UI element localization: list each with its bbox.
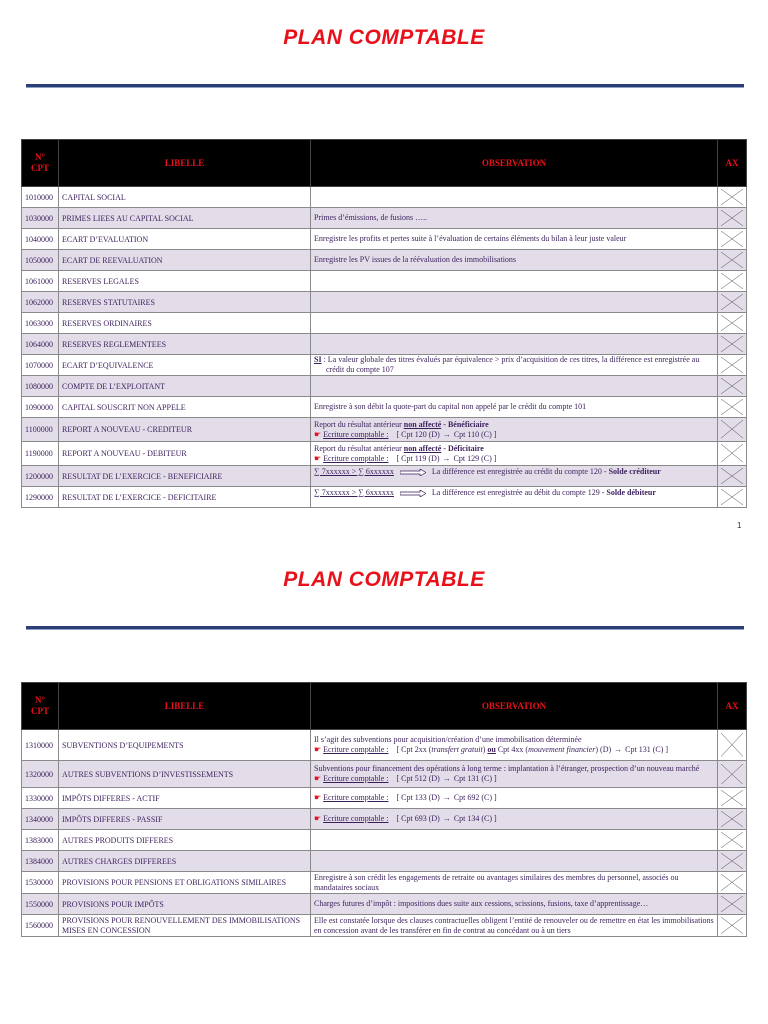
table-row <box>22 487 747 508</box>
account-observation <box>311 292 718 313</box>
ax-cross-cell <box>718 208 747 229</box>
account-observation <box>311 334 718 355</box>
account-number: 1190000 <box>22 442 59 466</box>
account-observation <box>311 830 718 851</box>
account-label: RESERVES ORDINAIRES <box>59 313 311 334</box>
account-number: 1062000 <box>22 292 59 313</box>
table-header <box>22 140 747 187</box>
cross-mark-icon <box>721 357 743 373</box>
ax-cross-cell <box>718 187 747 208</box>
account-observation: Enregistre à son débit la quote-part du capital non appelé par le crédit du compte 101 <box>311 397 718 418</box>
header-ax: AX <box>718 140 747 187</box>
cross-mark-icon <box>721 764 743 784</box>
account-observation <box>311 313 718 334</box>
cross-mark-icon <box>721 811 743 827</box>
header-num: N° CPT <box>22 683 59 730</box>
table-row <box>22 851 747 872</box>
ax-cross-cell <box>718 851 747 872</box>
account-number: 1560000 <box>22 915 59 937</box>
account-label: RESERVES STATUTAIRES <box>59 292 311 313</box>
header-rule <box>26 626 744 630</box>
table-row <box>22 761 747 788</box>
table-row <box>22 313 747 334</box>
cross-mark-icon <box>721 231 743 247</box>
header-ax: AX <box>718 683 747 730</box>
ax-cross-cell <box>718 442 747 466</box>
account-label: SUBVENTIONS D’EQUIPEMENTS <box>59 730 311 761</box>
right-arrow-icon: → <box>442 453 451 463</box>
table-row <box>22 788 747 809</box>
account-number: 1330000 <box>22 788 59 809</box>
account-number: 1383000 <box>22 830 59 851</box>
account-number: 1530000 <box>22 872 59 894</box>
account-number: 1550000 <box>22 894 59 915</box>
ax-cross-cell <box>718 809 747 830</box>
account-label: AUTRES CHARGES DIFFEREES <box>59 851 311 872</box>
account-label: PROVISIONS POUR RENOUVELLEMENT DES IMMOBILISATIONS MISES EN CONCESSION <box>59 915 311 937</box>
account-number: 1100000 <box>22 418 59 442</box>
account-number: 1310000 <box>22 730 59 761</box>
ax-cross-cell <box>718 466 747 487</box>
page-title: PLAN COMPTABLE <box>283 26 485 49</box>
ax-cross-cell <box>718 830 747 851</box>
accounts-table-2 <box>21 682 747 937</box>
account-label: COMPTE DE L’EXPLOITANT <box>59 376 311 397</box>
account-observation: Primes d’émissions, de fusions ….. <box>311 208 718 229</box>
account-label: PROVISIONS POUR PENSIONS ET OBLIGATIONS SIMILAIRES <box>59 872 311 894</box>
table-row <box>22 229 747 250</box>
table-row <box>22 730 747 761</box>
table-row <box>22 250 747 271</box>
cross-mark-icon <box>721 468 743 484</box>
table-row <box>22 187 747 208</box>
pointing-hand-icon: ☛ <box>314 453 322 463</box>
account-label: CAPITAL SOUSCRIT NON APPELE <box>59 397 311 418</box>
ax-cross-cell <box>718 894 747 915</box>
table-row <box>22 872 747 894</box>
cross-mark-icon <box>721 315 743 331</box>
ax-cross-cell <box>718 730 747 761</box>
table-header <box>22 683 747 730</box>
table-row <box>22 271 747 292</box>
account-label: PRIMES LIEES AU CAPITAL SOCIAL <box>59 208 311 229</box>
cross-mark-icon <box>721 336 743 352</box>
cross-mark-icon <box>721 853 743 869</box>
cross-mark-icon <box>721 252 743 268</box>
pointing-hand-icon: ☛ <box>314 774 322 783</box>
right-arrow-icon: → <box>442 774 451 783</box>
table-row <box>22 355 747 376</box>
ax-cross-cell <box>718 250 747 271</box>
ax-cross-cell <box>718 761 747 788</box>
table-row <box>22 915 747 937</box>
account-label: ECART DE REEVALUATION <box>59 250 311 271</box>
account-observation: Enregistre les PV issues de la réévaluation des immobilisations <box>311 250 718 271</box>
cross-mark-icon <box>721 896 743 912</box>
header-observation: OBSERVATION <box>311 683 718 730</box>
cross-mark-icon <box>721 378 743 394</box>
ax-cross-cell <box>718 418 747 442</box>
account-label: IMPÔTS DIFFERES - ACTIF <box>59 788 311 809</box>
account-observation: ☛ Ecriture comptable : [ Cpt 133 (D) → Cpt 692 (C) ] <box>311 788 718 809</box>
ax-cross-cell <box>718 487 747 508</box>
account-observation <box>311 271 718 292</box>
cross-mark-icon <box>721 444 743 462</box>
ax-cross-cell <box>718 334 747 355</box>
ax-cross-cell <box>718 397 747 418</box>
ax-cross-cell <box>718 872 747 894</box>
table-row <box>22 809 747 830</box>
account-number: 1080000 <box>22 376 59 397</box>
account-number: 1050000 <box>22 250 59 271</box>
table-row <box>22 418 747 442</box>
ax-cross-cell <box>718 292 747 313</box>
pointing-hand-icon: ☛ <box>314 429 322 439</box>
cross-mark-icon <box>721 489 743 505</box>
account-label: RESERVES REGLEMENTEES <box>59 334 311 355</box>
table-row <box>22 376 747 397</box>
header-num: N° CPT <box>22 140 59 187</box>
account-observation: Report du résultat antérieur non affecté - Bénéficiaire ☛ Ecriture comptable : [ Cpt 120 (D) → Cpt 110 (C) ] <box>311 418 718 442</box>
account-observation: Enregistre les profits et pertes suite à l’évaluation de certains éléments du bilan à leur juste valeur <box>311 229 718 250</box>
account-observation: Subventions pour financement des opérations à long terme : implantation à l’étranger, prospection d’un nouveau marché ☛ Ecriture comptable : [ Cpt 512 (D) → Cpt 131 (C) ] <box>311 761 718 788</box>
ax-cross-cell <box>718 915 747 937</box>
block-arrow-icon <box>400 490 426 497</box>
cross-mark-icon <box>721 790 743 806</box>
table-row <box>22 208 747 229</box>
account-number: 1010000 <box>22 187 59 208</box>
account-label: CAPITAL SOCIAL <box>59 187 311 208</box>
table-row <box>22 830 747 851</box>
account-number: 1061000 <box>22 271 59 292</box>
right-arrow-icon: → <box>614 745 623 754</box>
table-row <box>22 466 747 487</box>
header-observation: OBSERVATION <box>311 140 718 187</box>
account-observation: Il s’agit des subventions pour acquisition/création d’une immobilisation déterminée ☛ Ecriture comptable : [ Cpt 2xx (transfert gratuit) ou Cpt 4xx (mouvement financier) (D) → Cpt 131 (C) ] <box>311 730 718 761</box>
table-row <box>22 894 747 915</box>
account-observation: ☛ Ecriture comptable : [ Cpt 693 (D) → Cpt 134 (C) ] <box>311 809 718 830</box>
account-observation <box>311 851 718 872</box>
header-rule <box>26 84 744 88</box>
cross-mark-icon <box>721 733 743 757</box>
account-label: ECART D’EQUIVALENCE <box>59 355 311 376</box>
cross-mark-icon <box>721 874 743 891</box>
cross-mark-icon <box>721 294 743 310</box>
header-libelle: LIBELLE <box>59 683 311 730</box>
account-number: 1200000 <box>22 466 59 487</box>
account-number: 1070000 <box>22 355 59 376</box>
account-number: 1030000 <box>22 208 59 229</box>
page-number: 1 <box>737 521 742 530</box>
account-observation: Charges futures d’impôt : impositions dues suite aux cessions, scissions, fusions, taxe d’apprentissage… <box>311 894 718 915</box>
account-observation: SI : La valeur globale des titres évalués par équivalence > prix d’acquisition de ces titres, la différence est enregistrée au crédit du compte 107 <box>311 355 718 376</box>
account-label: REPORT A NOUVEAU - DEBITEUR <box>59 442 311 466</box>
right-arrow-icon: → <box>442 793 451 802</box>
account-label: IMPÔTS DIFFERES - PASSIF <box>59 809 311 830</box>
pointing-hand-icon: ☛ <box>314 814 322 823</box>
ax-cross-cell <box>718 271 747 292</box>
block-arrow-icon <box>400 469 426 476</box>
account-number: 1040000 <box>22 229 59 250</box>
account-label: RESULTAT DE L’EXERCICE - BENEFICIAIRE <box>59 466 311 487</box>
account-label: REPORT A NOUVEAU - CREDITEUR <box>59 418 311 442</box>
cross-mark-icon <box>721 917 743 934</box>
account-observation: Elle est constatée lorsque des clauses contractuelles obligent l’entité de renouveler ou de remettre en état les immobilisations en concession avant de les transférer en fin de contrat au concédant ou à un tiers <box>311 915 718 937</box>
account-observation: Report du résultat antérieur non affecté - Déficitaire ☛ Ecriture comptable : [ Cpt 119 (D) → Cpt 129 (C) ] <box>311 442 718 466</box>
account-number: 1384000 <box>22 851 59 872</box>
ax-cross-cell <box>718 355 747 376</box>
account-label: PROVISIONS POUR IMPÔTS <box>59 894 311 915</box>
account-label: AUTRES PRODUITS DIFFERES <box>59 830 311 851</box>
account-label: AUTRES SUBVENTIONS D’INVESTISSEMENTS <box>59 761 311 788</box>
account-number: 1320000 <box>22 761 59 788</box>
cross-mark-icon <box>721 210 743 226</box>
page-title: PLAN COMPTABLE <box>283 568 485 591</box>
account-observation: ∑ 7xxxxxx > ∑ 6xxxxxx La différence est enregistrée au débit du compte 129 - Solde débiteur <box>311 487 718 508</box>
account-number: 1290000 <box>22 487 59 508</box>
cross-mark-icon <box>721 189 743 205</box>
account-label: ECART D’EVALUATION <box>59 229 311 250</box>
cross-mark-icon <box>721 273 743 289</box>
cross-mark-icon <box>721 832 743 848</box>
account-label: RESULTAT DE L’EXERCICE - DEFICITAIRE <box>59 487 311 508</box>
account-label: RESERVES LEGALES <box>59 271 311 292</box>
ax-cross-cell <box>718 788 747 809</box>
ax-cross-cell <box>718 313 747 334</box>
account-number: 1064000 <box>22 334 59 355</box>
account-observation: Enregistre à son crédit les engagements de retraite ou avantages similaires des membres du personnel, associés ou mandataires sociaux <box>311 872 718 894</box>
ax-cross-cell <box>718 376 747 397</box>
account-observation <box>311 187 718 208</box>
account-number: 1340000 <box>22 809 59 830</box>
table-row <box>22 442 747 466</box>
right-arrow-icon: → <box>442 814 451 823</box>
table-row <box>22 292 747 313</box>
cross-mark-icon <box>721 420 743 438</box>
account-observation: ∑ 7xxxxxx > ∑ 6xxxxxx La différence est enregistrée au crédit du compte 120 - Solde créditeur <box>311 466 718 487</box>
si-label: SI <box>314 355 322 364</box>
table-row <box>22 397 747 418</box>
pointing-hand-icon: ☛ <box>314 793 322 802</box>
account-number: 1063000 <box>22 313 59 334</box>
table-row <box>22 334 747 355</box>
ax-cross-cell <box>718 229 747 250</box>
header-libelle: LIBELLE <box>59 140 311 187</box>
right-arrow-icon: → <box>442 429 451 439</box>
account-observation <box>311 376 718 397</box>
accounts-table-1 <box>21 139 747 508</box>
cross-mark-icon <box>721 399 743 415</box>
account-number: 1090000 <box>22 397 59 418</box>
pointing-hand-icon: ☛ <box>314 745 322 754</box>
